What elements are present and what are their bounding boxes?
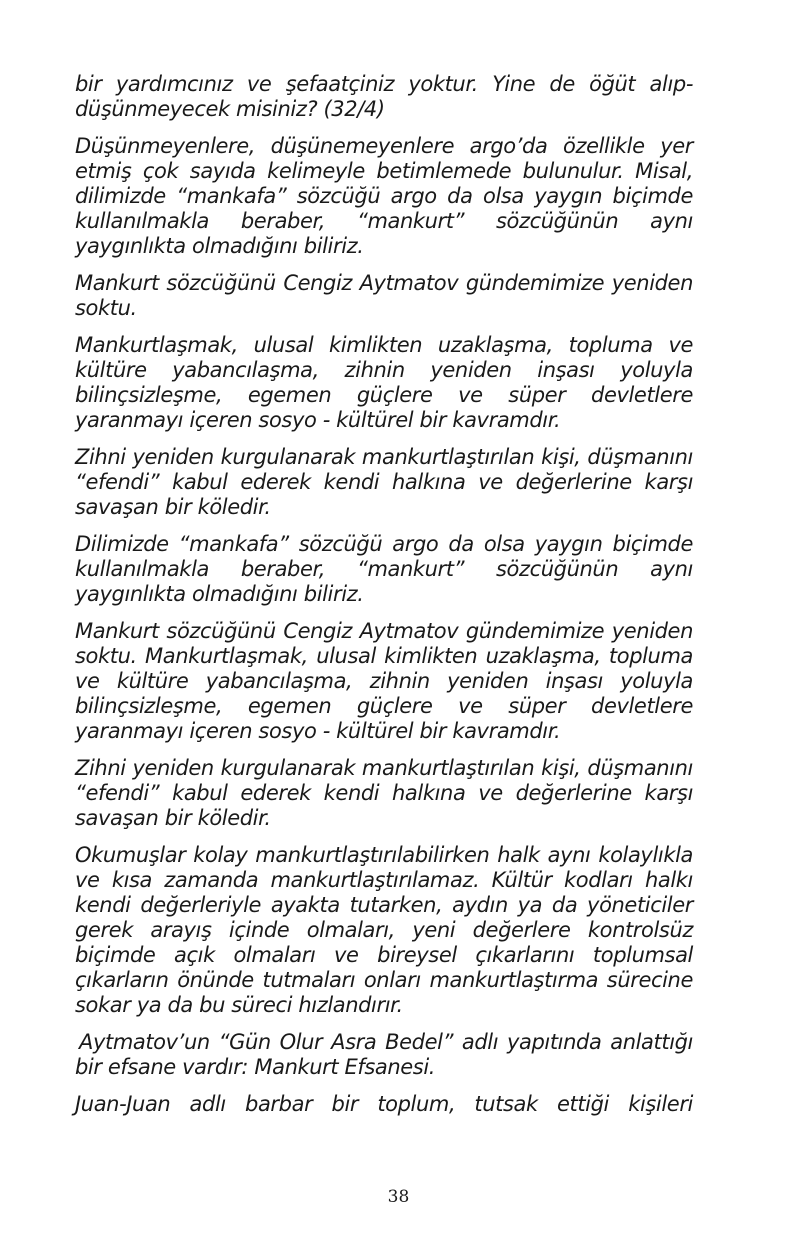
page-number: 38: [387, 1187, 410, 1207]
paragraph-7: Mankurt sözcüğünü Cengiz Aytmatov gündemimize yeniden soktu. Mankurtlaşmak, ulusal kimlikten uzaklaşma, topluma ve kültüre yabancılaşma, zihnin yeniden inşası yoluyla bilinçsizleşme, egemen güçlere ve süper devletlere yaranmayı içeren sosyo - kültürel bir kavramdır.: [75, 619, 693, 743]
paragraph-9: Okumuşlar kolay mankurtlaştırılabilirken halk aynı kolaylıkla ve kısa zamanda mankurtlaştırılamaz. Kültür kodları halkı kendi değerleriyle ayakta tutarken, aydın ya da yöneticiler gerek arayış içinde olmaları, yeni değerlere kontrolsüz biçimde açık olmaları ve bireysel çıkarlarını toplumsal çıkarların önünde tutmaları onları mankurtlaştırma sürecine sokar ya da bu süreci hızlandırır.: [75, 843, 693, 1017]
paragraph-3: Mankurt sözcüğünü Cengiz Aytmatov gündemimize yeniden soktu.: [75, 271, 693, 320]
paragraph-1: bir yardımcınız ve şefaatçiniz yoktur. Yine de öğüt alıp-düşünmeyecek misiniz? (32/4): [75, 72, 693, 121]
paragraph-8: Zihni yeniden kurgulanarak mankurtlaştırılan kişi, düşmanını “efendi” kabul ederek kendi halkına ve değerlerine karşı savaşan bir köledir.: [75, 756, 693, 830]
page-body: [75, 72, 693, 1117]
paragraph-6: Dilimizde “mankafa” sözcüğü argo da olsa yaygın biçimde kullanılmakla beraber, “mankurt” sözcüğünün aynı yaygınlıkta olmadığını biliriz.: [75, 532, 693, 606]
paragraph-10: Aytmatov’un “Gün Olur Asra Bedel” adlı yapıtında anlattığı bir efsane vardır: Mankurt Efsanesi.: [75, 1030, 693, 1079]
paragraph-2: Düşünmeyenlere, düşünemeyenlere argo’da özellikle yer etmiş çok sayıda kelimeyle betimlemede bulunulur. Misal, dilimizde “mankafa” sözcüğü argo da olsa yaygın biçimde kullanılmakla beraber, “mankurt” sözcüğünün aynı yaygınlıkta olmadığını biliriz.: [75, 134, 693, 258]
paragraph-4: Mankurtlaşmak, ulusal kimlikten uzaklaşma, topluma ve kültüre yabancılaşma, zihnin yeniden inşası yoluyla bilinçsizleşme, egemen güçlere ve süper devletlere yaranmayı içeren sosyo - kültürel bir kavramdır.: [75, 333, 693, 432]
paragraph-5: Zihni yeniden kurgulanarak mankurtlaştırılan kişi, düşmanını “efendi” kabul ederek kendi halkına ve değerlerine karşı savaşan bir köledir.: [75, 445, 693, 519]
paragraph-11: Juan-Juan adlı barbar bir toplum, tutsak ettiği kişileri: [75, 1092, 693, 1116]
